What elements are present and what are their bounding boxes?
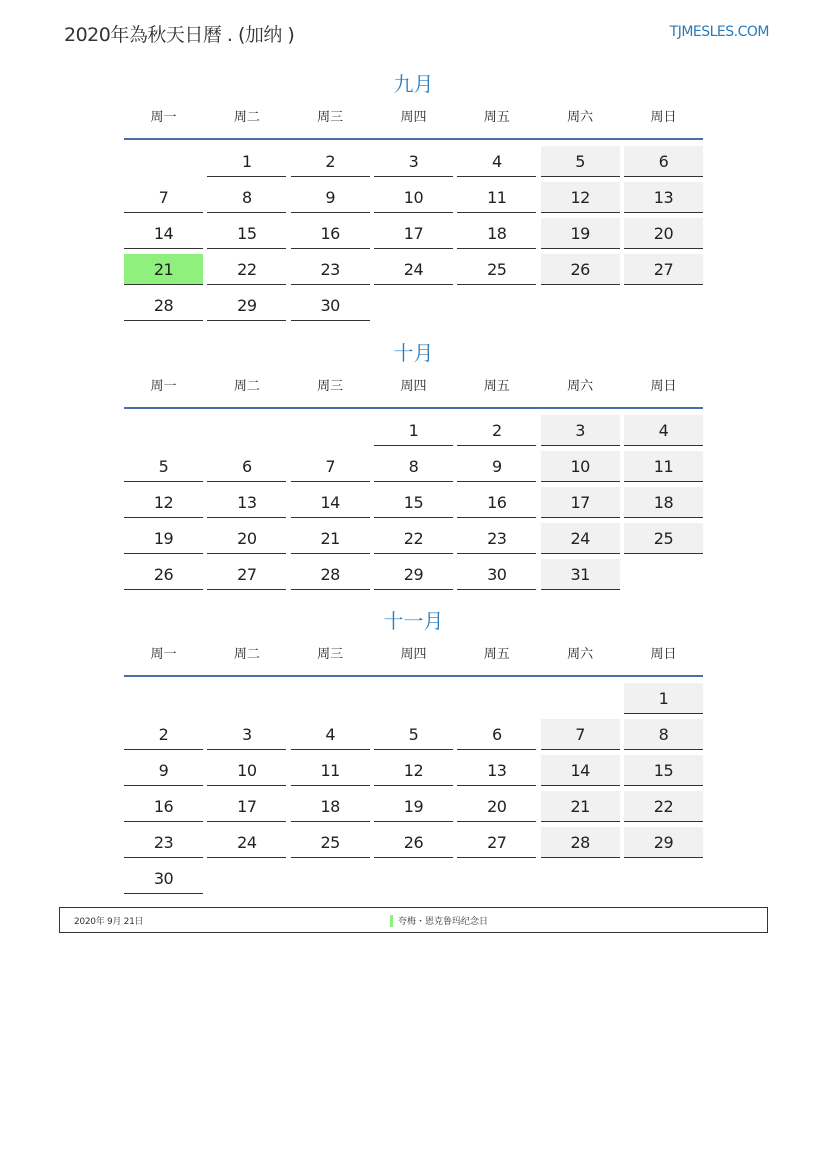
day-cell[interactable]: 23 (457, 523, 536, 554)
week-row (124, 451, 703, 487)
day-cell[interactable]: 19 (374, 791, 453, 822)
day-cell[interactable]: 17 (541, 487, 620, 518)
week-row (124, 487, 703, 523)
day-cell[interactable]: 9 (457, 451, 536, 482)
day-cell[interactable]: 27 (207, 559, 286, 590)
day-cell[interactable]: 7 (541, 719, 620, 750)
weekday-label: 周四 (400, 379, 427, 394)
empty-cell (207, 683, 286, 713)
day-cell[interactable]: 23 (291, 254, 370, 285)
day-cell[interactable]: 14 (541, 755, 620, 786)
weekday-label: 周一 (150, 647, 177, 662)
day-cell[interactable]: 30 (291, 290, 370, 321)
day-cell[interactable]: 4 (457, 146, 536, 177)
month-block (124, 339, 703, 595)
day-cell[interactable]: 25 (624, 523, 703, 554)
day-cell[interactable]: 16 (291, 218, 370, 249)
day-cell[interactable]: 21 (541, 791, 620, 822)
day-cell[interactable]: 1 (207, 146, 286, 177)
day-cell[interactable]: 18 (457, 218, 536, 249)
day-cell[interactable]: 24 (374, 254, 453, 285)
day-cell[interactable]: 2 (457, 415, 536, 446)
day-cell[interactable]: 18 (624, 487, 703, 518)
day-cell[interactable]: 2 (291, 146, 370, 177)
day-cell[interactable]: 21 (124, 254, 203, 285)
day-grid (124, 683, 703, 899)
empty-cell (541, 683, 620, 713)
day-cell[interactable]: 5 (541, 146, 620, 177)
day-cell[interactable]: 20 (457, 791, 536, 822)
weekday-label: 周六 (567, 647, 594, 662)
day-cell[interactable]: 22 (374, 523, 453, 554)
day-cell[interactable]: 5 (374, 719, 453, 750)
holiday-footer (59, 907, 768, 933)
week-row (124, 755, 703, 791)
day-cell[interactable]: 22 (624, 791, 703, 822)
weekday-label: 周日 (650, 110, 677, 125)
day-cell[interactable]: 17 (207, 791, 286, 822)
week-row (124, 146, 703, 182)
month-name: 十一月 (383, 609, 444, 633)
weekday-label: 周二 (233, 110, 260, 125)
day-cell[interactable]: 26 (124, 559, 203, 590)
footer-event (390, 914, 488, 928)
weekday-label: 周五 (483, 110, 510, 125)
weekday-label: 周三 (317, 379, 344, 394)
week-row (124, 182, 703, 218)
empty-cell (624, 290, 703, 320)
day-cell[interactable]: 16 (457, 487, 536, 518)
day-cell[interactable]: 23 (124, 827, 203, 858)
empty-cell (457, 683, 536, 713)
month-name: 九月 (393, 72, 434, 96)
day-cell[interactable]: 11 (457, 182, 536, 213)
day-cell[interactable]: 1 (624, 683, 703, 714)
weekday-header (124, 367, 703, 409)
day-cell[interactable]: 1 (374, 415, 453, 446)
day-cell[interactable]: 12 (124, 487, 203, 518)
empty-cell (457, 863, 536, 893)
empty-cell (374, 863, 453, 893)
week-row (124, 683, 703, 719)
day-cell[interactable]: 10 (541, 451, 620, 482)
day-cell[interactable]: 30 (457, 559, 536, 590)
day-cell[interactable]: 25 (291, 827, 370, 858)
week-row (124, 523, 703, 559)
week-row (124, 559, 703, 595)
day-cell[interactable]: 13 (624, 182, 703, 213)
day-cell[interactable]: 7 (291, 451, 370, 482)
day-cell[interactable]: 26 (374, 827, 453, 858)
weekday-label: 周三 (317, 647, 344, 662)
day-cell[interactable]: 2 (124, 719, 203, 750)
day-cell[interactable]: 3 (207, 719, 286, 750)
day-cell[interactable]: 12 (374, 755, 453, 786)
day-cell[interactable]: 26 (541, 254, 620, 285)
week-row (124, 791, 703, 827)
day-cell[interactable]: 16 (124, 791, 203, 822)
day-cell[interactable]: 6 (624, 146, 703, 177)
day-cell[interactable]: 20 (624, 218, 703, 249)
day-grid (124, 415, 703, 595)
week-row (124, 827, 703, 863)
day-cell[interactable]: 8 (624, 719, 703, 750)
day-cell[interactable]: 12 (541, 182, 620, 213)
day-cell[interactable]: 10 (374, 182, 453, 213)
empty-cell (124, 415, 203, 445)
weekday-label: 周六 (567, 110, 594, 125)
day-cell[interactable]: 15 (207, 218, 286, 249)
week-row (124, 863, 703, 899)
day-cell[interactable]: 5 (124, 451, 203, 482)
empty-cell (624, 863, 703, 893)
weekday-label: 周二 (233, 647, 260, 662)
day-cell[interactable]: 3 (374, 146, 453, 177)
day-cell[interactable]: 27 (624, 254, 703, 285)
page-title: 2020年為秋天日曆 . (加纳 ) (64, 24, 295, 46)
day-cell[interactable]: 28 (291, 559, 370, 590)
day-cell[interactable]: 24 (541, 523, 620, 554)
day-cell[interactable]: 31 (541, 559, 620, 590)
weekday-label: 周四 (400, 647, 427, 662)
day-cell[interactable]: 6 (207, 451, 286, 482)
week-row (124, 218, 703, 254)
day-cell[interactable]: 29 (207, 290, 286, 321)
day-cell[interactable]: 27 (457, 827, 536, 858)
empty-cell (541, 863, 620, 893)
day-cell[interactable]: 4 (291, 719, 370, 750)
day-cell[interactable]: 17 (374, 218, 453, 249)
day-cell[interactable]: 20 (207, 523, 286, 554)
weekday-label: 周四 (400, 110, 427, 125)
empty-cell (124, 683, 203, 713)
day-cell[interactable]: 28 (124, 290, 203, 321)
empty-cell (291, 415, 370, 445)
week-row (124, 290, 703, 326)
day-cell[interactable]: 10 (207, 755, 286, 786)
day-cell[interactable]: 7 (124, 182, 203, 213)
day-cell[interactable]: 13 (457, 755, 536, 786)
weekday-label: 周日 (650, 379, 677, 394)
empty-cell (291, 683, 370, 713)
day-cell[interactable]: 28 (541, 827, 620, 858)
day-cell[interactable]: 6 (457, 719, 536, 750)
month-block (124, 607, 703, 899)
day-cell[interactable]: 9 (124, 755, 203, 786)
week-row (124, 415, 703, 451)
empty-cell (374, 290, 453, 320)
footer-event-label: 夸梅・恩克鲁玛纪念日 (398, 917, 489, 927)
day-cell[interactable]: 15 (624, 755, 703, 786)
week-row (124, 719, 703, 755)
week-row (124, 254, 703, 290)
day-cell[interactable]: 29 (374, 559, 453, 590)
day-cell[interactable]: 30 (124, 863, 203, 894)
empty-cell (291, 863, 370, 893)
weekday-label: 周一 (150, 379, 177, 394)
empty-cell (457, 290, 536, 320)
weekday-header (124, 635, 703, 677)
site-link[interactable]: TJMESLES.COM (669, 24, 769, 40)
day-cell[interactable]: 24 (207, 827, 286, 858)
footer-date: 2020年 9月 21日 (74, 917, 144, 927)
day-cell[interactable]: 14 (291, 487, 370, 518)
empty-cell (207, 863, 286, 893)
day-cell[interactable]: 21 (291, 523, 370, 554)
day-cell[interactable]: 9 (291, 182, 370, 213)
day-cell[interactable]: 15 (374, 487, 453, 518)
weekday-header (124, 98, 703, 140)
weekday-label: 周五 (483, 379, 510, 394)
weekday-label: 周二 (233, 379, 260, 394)
day-grid (124, 146, 703, 326)
event-marker-icon (390, 915, 393, 927)
day-cell[interactable]: 11 (291, 755, 370, 786)
day-cell[interactable]: 19 (541, 218, 620, 249)
day-cell[interactable]: 22 (207, 254, 286, 285)
day-cell[interactable]: 8 (207, 182, 286, 213)
day-cell[interactable]: 3 (541, 415, 620, 446)
weekday-label: 周三 (317, 110, 344, 125)
month-name: 十月 (393, 341, 434, 365)
day-cell[interactable]: 19 (124, 523, 203, 554)
day-cell[interactable]: 13 (207, 487, 286, 518)
weekday-label: 周一 (150, 110, 177, 125)
day-cell[interactable]: 4 (624, 415, 703, 446)
day-cell[interactable]: 11 (624, 451, 703, 482)
month-block (124, 70, 703, 326)
day-cell[interactable]: 25 (457, 254, 536, 285)
day-cell[interactable]: 29 (624, 827, 703, 858)
weekday-label: 周日 (650, 647, 677, 662)
empty-cell (124, 146, 203, 176)
weekday-label: 周六 (567, 379, 594, 394)
empty-cell (624, 559, 703, 589)
empty-cell (207, 415, 286, 445)
day-cell[interactable]: 14 (124, 218, 203, 249)
empty-cell (374, 683, 453, 713)
weekday-label: 周五 (483, 647, 510, 662)
day-cell[interactable]: 8 (374, 451, 453, 482)
day-cell[interactable]: 18 (291, 791, 370, 822)
empty-cell (541, 290, 620, 320)
